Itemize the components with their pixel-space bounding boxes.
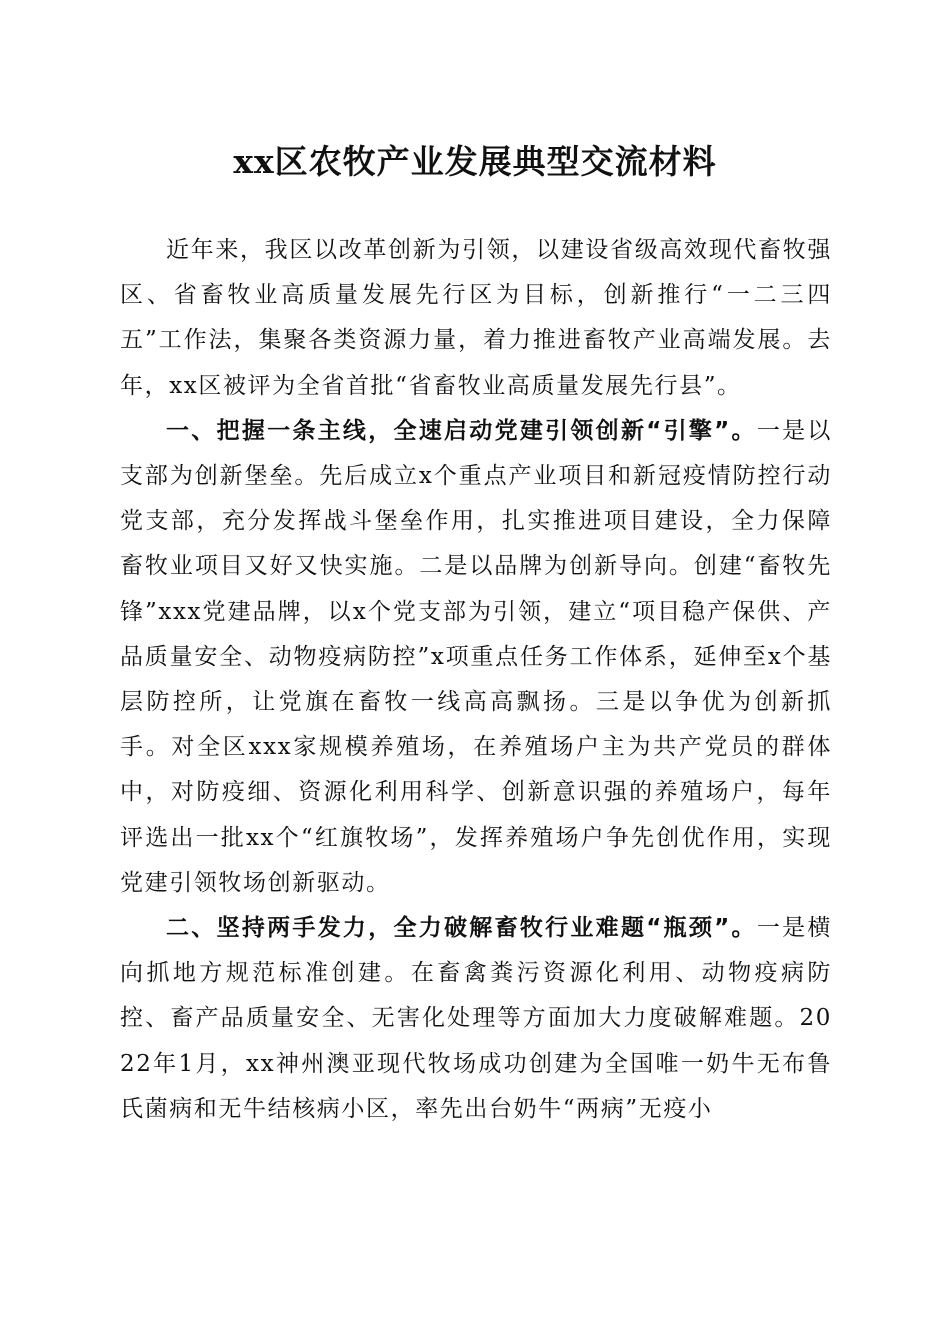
intro-paragraph [120,228,832,409]
section-two-paragraph [120,906,832,1132]
section-one-text: 一是以支部为创新堡垒。先后成立x个重点产业项目和新冠疫情防控行动党支部，充分发挥战斗堡垒作用，扎实推进项目建设，全力保障畜牧业项目又好又快实施。二是以品牌为创新导向。创建“畜牧先锋”xxx党建品牌，以x个党支部为引领，建立“项目稳产保供、产品质量安全、动物疫病防控”x项重点任务工作体系，延伸至x个基层防控所，让党旗在畜牧一线高高飘扬。三是以争优为创新抓手。对全区xxx家规模养殖场，在养殖场户主为共产党员的群体中，对防疫细、资源化利用科学、创新意识强的养殖场户，每年评选出一批xx个“红旗牧场”，发挥养殖场户争先创优作用，实现党建引领牧场创新驱动。 [120,417,832,896]
section-one-heading: 一、把握一条主线，全速启动党建引领创新“引擎”。 [166,417,757,444]
intro-paragraph-text: 近年来，我区以改革创新为引领，以建设省级高效现代畜牧强区、省畜牧业高质量发展先行区为目标，创新推行“一二三四五”工作法，集聚各类资源力量，着力推进畜牧产业高端发展。去年，xx区被评为全省首批“省畜牧业高质量发展先行县”。 [120,237,832,399]
document-body [120,228,832,1132]
section-two-text: 一是横向抓地方规范标准创建。在畜禽粪污资源化利用、动物疫病防控、畜产品质量安全、无害化处理等方面加大力度破解难题。2022年1月，xx神州澳亚现代牧场成功创建为全国唯一奶牛无布鲁氏菌病和无牛结核病小区，率先出台奶牛“两病”无疫小 [120,915,832,1122]
section-two-heading: 二、坚持两手发力，全力破解畜牧行业难题“瓶颈”。 [166,915,757,942]
section-one-paragraph [120,409,832,906]
document-title: xx区农牧产业发展典型交流材料 [233,142,717,181]
